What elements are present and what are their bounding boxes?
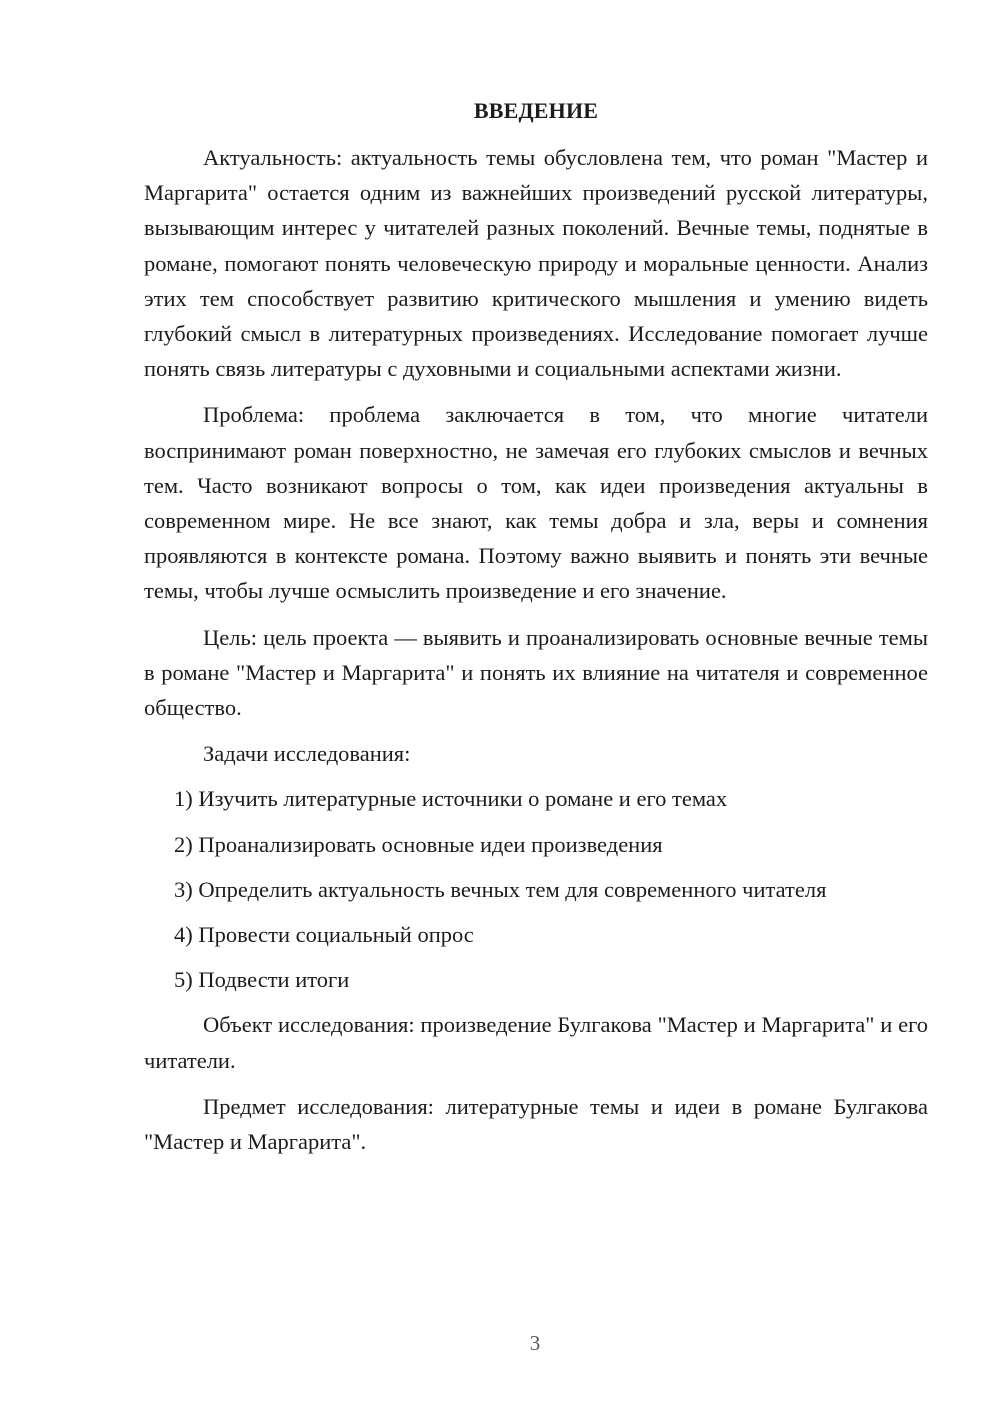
- page-content: [144, 94, 928, 1170]
- list-item: 3) Определить актуальность вечных тем для современного читателя: [174, 876, 827, 902]
- tasks-list: [144, 781, 928, 997]
- paragraph-subject: Предмет исследования: литературные темы и идеи в романе Булгакова "Мастер и Маргарита".: [144, 1093, 928, 1155]
- paragraph-object: Объект исследования: произведение Булгакова "Мастер и Маргарита" и его читатели.: [144, 1012, 928, 1073]
- tasks-heading: Задачи исследования:: [203, 741, 411, 767]
- list-item: 2) Проанализировать основные идеи произведения: [174, 831, 663, 857]
- list-item: 5) Подвести итоги: [174, 967, 350, 993]
- list-item: 1) Изучить литературные источники о романе и его темах: [174, 786, 728, 812]
- paragraph-goal: Цель: цель проекта — выявить и проанализировать основные вечные темы в романе "Мастер и Маргарита" и понять их влияние на читателя и современное общество.: [144, 624, 928, 721]
- paragraph-relevance: Актуальность: актуальность темы обусловлена тем, что роман "Мастер и Маргарита" остается одним из важнейших произведений русской литературы, вызывающим интерес у читателей разных поколений. Вечные темы, поднятые в романе, помогают понять человеческую природу и моральные ценности. Анализ этих тем способствует развитию критического мышления и умению видеть глубокий смысл в литературных произведениях. Исследование помогает лучше понять связь литературы с духовными и социальными аспектами жизни.: [144, 145, 928, 382]
- page-number: 3: [529, 1331, 541, 1355]
- paragraph-problem: Проблема: проблема заключается в том, что многие читатели воспринимают роман поверхностно, не замечая его глубоких смыслов и вечных тем. Часто возникают вопросы о том, как идеи произведения актуальны в современном мире. Не все знают, как темы добра и зла, веры и сомнения проявляются в контексте романа. Поэтому важно выявить и понять эти вечные темы, чтобы лучше осмыслить произведение и его значение.: [144, 402, 928, 604]
- list-item: 4) Провести социальный опрос: [174, 922, 474, 948]
- section-title: ВВЕДЕНИЕ: [473, 98, 599, 123]
